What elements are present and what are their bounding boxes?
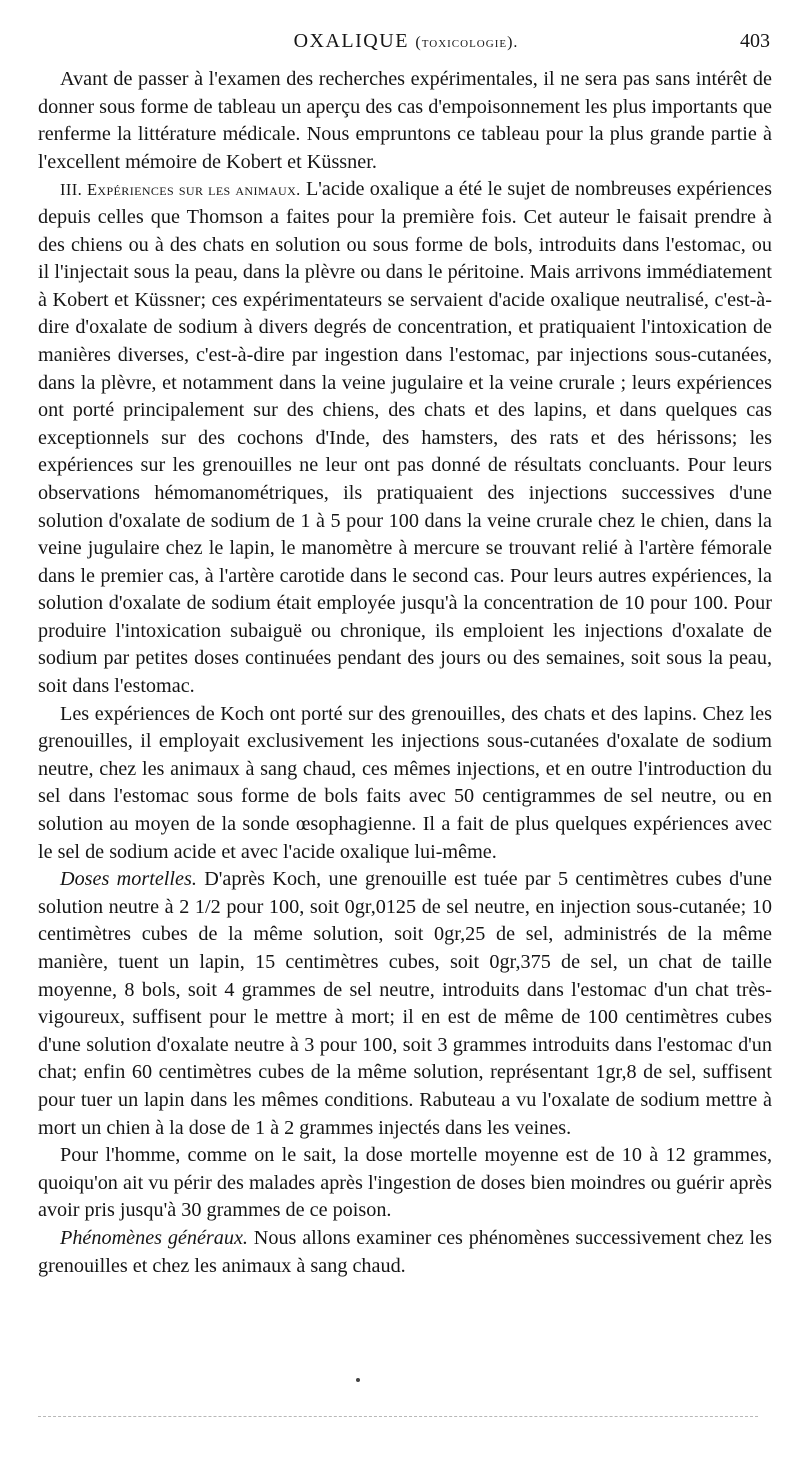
paragraph-human-dose	[38, 1142, 772, 1225]
paragraph-intro-text: Avant de passer à l'examen des recherches expérimentales, il ne sera pas sans intérêt de donner sous forme de tableau un aperçu des cas d'empoisonnement les plus importants que renferme la littérature médicale. Nous empruntons ce tableau pour la plus grande partie à l'excellent mémoire de Kobert et Küssner.	[38, 68, 772, 173]
section-heading-experiments: III. Expériences sur les animaux.	[60, 180, 301, 200]
page-number: 403	[740, 30, 770, 52]
paragraph-phenomena	[38, 1225, 772, 1280]
paragraph-human-dose-text: Pour l'homme, comme on le sait, la dose mortelle moyenne est de 10 à 12 grammes, quoiqu'on ait vu périr des malades après l'ingestion de doses bien moindres ou guérir après avoir pris jusqu'à 30 grammes de ce poison.	[38, 1144, 772, 1222]
bottom-rule	[38, 1416, 758, 1417]
body-text	[38, 66, 772, 1280]
paragraph-doses-text: D'après Koch, une grenouille est tuée par 5 centimètres cubes d'une solution neutre à 2 1/2 pour 100, soit 0gr,0125 de sel neutre, en injection sous-cutanée; 10 centimètres cubes de la même solution, soit 0gr,25 de sel, administrés de la même manière, tuent un lapin, 15 centimètres cubes, soit 0gr,375 de sel, un chat de taille moyenne, 8 bols, soit 4 grammes de sel neutre, introduits dans l'estomac d'un chat très-vigoureux, suffisent pour le mettre à mort; il en est de même de 100 centimètres cubes d'une solution d'oxalate neutre à 3 pour 100, soit 3 grammes introduits dans l'estomac d'un chat; enfin 60 centimètres cubes de la même solution, représentant 1gr,8 de sel, suffisent pour tuer un lapin dans les mêmes conditions. Rabuteau a vu l'oxalate de sodium mettre à mort un chien à la dose de 1 à 2 grammes injectés dans les veines.	[38, 868, 772, 1139]
running-title	[42, 30, 770, 53]
paragraph-koch-text: Les expériences de Koch ont porté sur des grenouilles, des chats et des lapins. Chez les grenouilles, il employait exclusivement les injections sous-cutanées d'oxalate de sodium neutre, chez les animaux à sang chaud, ces mêmes injections, et en outre l'introduction du sel dans l'estomac sous forme de bols faits avec 50 centigrammes de sel neutre, ou en solution au moyen de la sonde œsophagienne. Il a fait de plus quelques expériences avec le sel de sodium acide et avec l'acide oxalique lui-même.	[38, 702, 772, 863]
section-heading-phenomena: Phénomènes généraux.	[60, 1226, 248, 1249]
paragraph-koch	[38, 701, 772, 867]
paragraph-experiments	[38, 176, 772, 700]
paragraph-experiments-text: L'acide oxalique a été le sujet de nombreuses expériences depuis celles que Thomson a faites pour la première fois. Cet auteur le faisait prendre à des chiens ou à des chats en solution ou sous forme de bols, introduits dans l'estomac, ou il l'injectait sous la peau, dans la plèvre ou dans le péritoine. Mais arrivons immédiatement à Kobert et Küssner; ces expérimentateurs se servaient d'acide oxalique neutralisé, c'est-à-dire d'oxalate de sodium à divers degrés de concentration, et pratiquaient l'intoxication de manières diverses, c'est-à-dire par ingestion dans l'estomac, par injections sous-cutanées, dans la plèvre, et notamment dans la veine jugulaire et la veine crurale ; leurs expériences ont porté principalement sur des chiens, des chats et des lapins, et dans quelques cas exceptionnels sur des cochons d'Inde, des hamsters, des rats et des hérissons; les expériences sur les grenouilles ne leur ont pas donné de résultats concluants. Pour leurs observations hémomanométriques, ils pratiquaient des injections successives d'une solution d'oxalate de sodium de 1 à 5 pour 100 dans la veine crurale chez le chien, dans la veine jugulaire chez le lapin, le manomètre à mercure se trouvant relié à l'artère fémorale dans le premier cas, à l'artère carotide dans le second cas. Pour leurs autres expériences, la solution d'oxalate de sodium était employée jusqu'à la concentration de 10 pour 100. Pour produire l'intoxication subaiguë ou chronique, ils emploient les injections d'oxalate de sodium par petites doses continuées pendant des jours ou des semaines, soit sous la peau, soit dans l'estomac.	[38, 178, 772, 698]
running-title-main: OXALIQUE	[293, 30, 409, 52]
paragraph-intro	[38, 66, 772, 176]
paragraph-phenomena-text: Nous allons examiner ces phénomènes successivement chez les grenouilles et chez les animaux à sang chaud.	[38, 1226, 772, 1277]
section-heading-doses: Doses mortelles.	[60, 868, 197, 891]
running-header	[42, 30, 770, 58]
paragraph-doses	[38, 866, 772, 1142]
ink-dot	[356, 1378, 360, 1382]
running-title-subtitle: (toxicologie).	[415, 34, 519, 51]
